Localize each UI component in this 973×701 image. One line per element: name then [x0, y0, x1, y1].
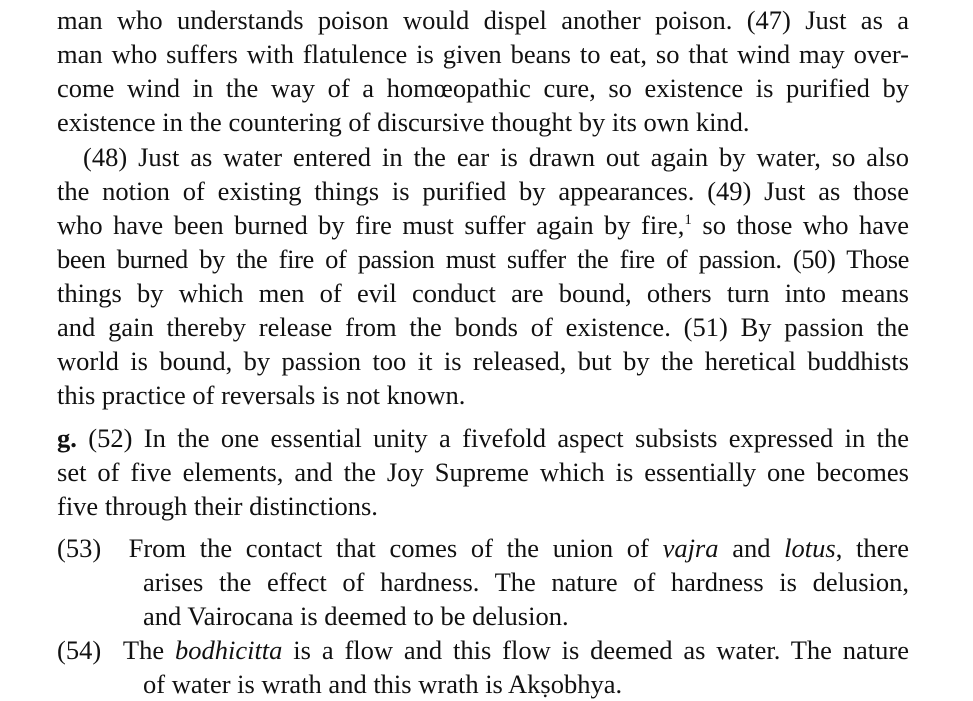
- text-line: and Vairocana is deemed to be delusion.: [143, 601, 569, 631]
- text-fragment-italic: vajra: [662, 533, 719, 563]
- text-line: set of five elements, and the Joy Supreme which is essentially one becomes: [57, 457, 909, 487]
- text-line: this practice of reversals is not known.: [57, 380, 466, 410]
- text-line: man who understands poison would dispel another poison. (47) Just as a: [57, 5, 909, 35]
- text-line: [57, 208, 909, 242]
- text-line: arises the effect of hardness. The nature of hardness is delusion,: [143, 567, 909, 597]
- text-line: [57, 531, 909, 565]
- verse-number: (53): [57, 533, 102, 563]
- text-fragment: The: [122, 635, 175, 665]
- text-line: been burned by the fire of passion must suffer the fire of passion. (50) Those: [57, 244, 909, 274]
- text-line: (48) Just as water entered in the ear is drawn out again by water, so also: [83, 142, 909, 172]
- text-fragment: and: [718, 533, 785, 563]
- text-line: man who suffers with flatulence is given beans to eat, so that wind may over-: [57, 39, 909, 69]
- text-line: [57, 421, 909, 455]
- text-fragment-italic: bodhicitta: [174, 635, 283, 665]
- text-fragment: so those who have: [691, 210, 909, 240]
- text-line: of water is wrath and this wrath is Akṣobhya.: [143, 669, 623, 699]
- footnote-reference: 1: [684, 212, 692, 228]
- text-fragment: is a flow and this flow is deemed as water. The nature: [282, 635, 909, 665]
- text-line: things by which men of evil conduct are bound, others turn into means: [57, 278, 909, 308]
- text-fragment: , there: [835, 533, 910, 563]
- verse-number: (54): [57, 635, 102, 665]
- text-line: world is bound, by passion too it is released, but by the heretical buddhists: [57, 346, 909, 376]
- text-line: [57, 633, 909, 667]
- page-text: [57, 0, 909, 698]
- text-line: five through their distinctions.: [57, 491, 378, 521]
- section-marker: g.: [57, 423, 77, 453]
- text-fragment: From the contact that comes of the union of: [128, 533, 663, 563]
- text-line: existence in the countering of discursive thought by its own kind.: [57, 107, 750, 137]
- text-fragment: (52) In the one essential unity a fivefold aspect subsists expressed in the: [76, 423, 909, 453]
- text-line: come wind in the way of a homœopathic cure, so existence is purified by: [57, 73, 909, 103]
- text-line: and gain thereby release from the bonds of existence. (51) By passion the: [57, 312, 909, 342]
- text-line: the notion of existing things is purified by appearances. (49) Just as those: [57, 176, 909, 206]
- text-fragment-italic: lotus: [784, 533, 836, 563]
- text-fragment: who have been burned by fire must suffer again by fire,: [57, 210, 685, 240]
